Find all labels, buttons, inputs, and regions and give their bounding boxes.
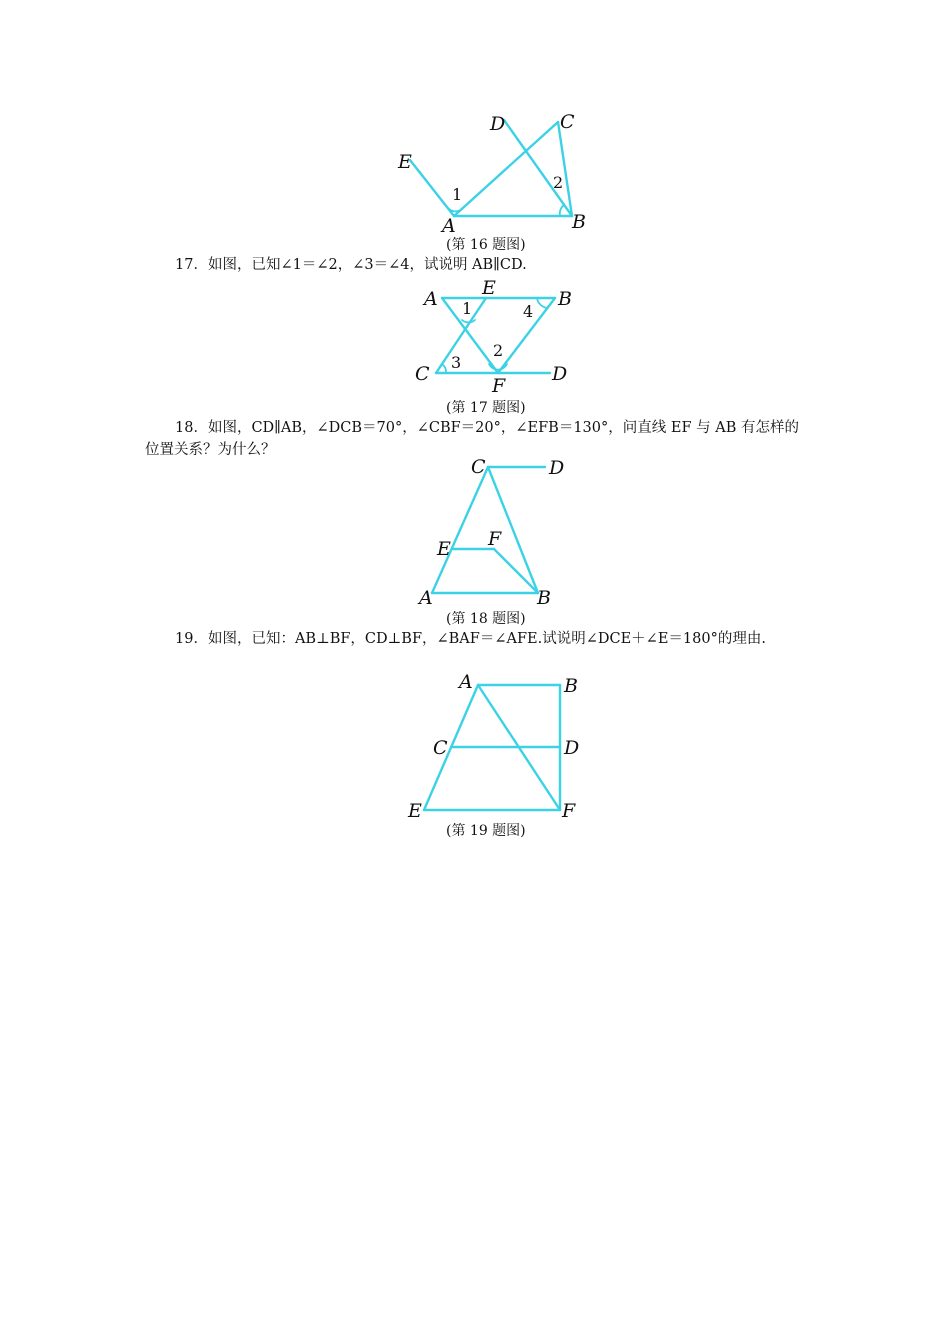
point-label-a: A bbox=[419, 587, 433, 609]
angle-label-2: 2 bbox=[493, 341, 504, 360]
segment-ac bbox=[454, 122, 558, 216]
segment-fb bbox=[494, 549, 538, 593]
angle-label-4: 4 bbox=[523, 302, 534, 321]
angle-label-3: 3 bbox=[451, 353, 462, 372]
point-label-b: B bbox=[537, 587, 551, 609]
angle-3-arc bbox=[442, 364, 446, 373]
point-label-f: F bbox=[492, 375, 506, 397]
problem-19-text: 19．如图，已知：AB⊥BF，CD⊥BF，∠BAF＝∠AFE.试说明∠DCE＋∠E＝180°的理由. bbox=[175, 631, 766, 647]
point-label-c: C bbox=[415, 363, 430, 385]
point-label-e: E bbox=[408, 800, 422, 822]
angle-label-1: 1 bbox=[462, 299, 473, 318]
point-label-f: F bbox=[488, 528, 502, 550]
point-label-c: C bbox=[433, 737, 448, 759]
angle-label-2: 2 bbox=[553, 173, 564, 192]
figure-17-caption: (第 17 题图) bbox=[446, 400, 526, 416]
figure-18 bbox=[410, 455, 580, 610]
point-label-d: D bbox=[552, 363, 568, 385]
point-label-b: B bbox=[564, 675, 578, 697]
segment-db bbox=[504, 120, 572, 216]
figure-19 bbox=[400, 670, 590, 820]
point-label-c: C bbox=[471, 456, 486, 478]
segment-cb bbox=[558, 122, 572, 216]
point-label-f: F bbox=[562, 800, 576, 822]
point-label-a: A bbox=[442, 215, 456, 237]
problem-17 bbox=[145, 254, 813, 276]
figure-16-caption: (第 16 题图) bbox=[446, 237, 526, 253]
point-label-e: E bbox=[482, 277, 496, 299]
problem-19 bbox=[145, 628, 813, 650]
point-label-d: D bbox=[490, 113, 506, 135]
point-label-a: A bbox=[459, 671, 473, 693]
figure-19-caption: (第 19 题图) bbox=[446, 823, 526, 839]
problem-17-text: 17．如图，已知∠1＝∠2，∠3＝∠4，试说明 AB∥CD. bbox=[175, 257, 527, 273]
point-label-a: A bbox=[424, 288, 438, 310]
angle-1-arc bbox=[462, 320, 475, 322]
segment-ca bbox=[432, 467, 488, 593]
point-label-e: E bbox=[437, 538, 451, 560]
angle-label-1: 1 bbox=[452, 185, 463, 204]
problem-18-text: 18．如图，CD∥AB，∠DCB＝70°，∠CBF＝20°，∠EFB＝130°，问直线 EF 与 AB 有怎样的位置关系？为什么？ bbox=[145, 420, 799, 458]
point-label-b: B bbox=[558, 288, 572, 310]
figure-16 bbox=[380, 100, 620, 240]
figure-18-caption: (第 18 题图) bbox=[446, 611, 526, 627]
point-label-d: D bbox=[564, 737, 580, 759]
angle-4-arc bbox=[537, 298, 547, 308]
figure-17 bbox=[400, 277, 600, 400]
angle-2-arc bbox=[560, 205, 564, 216]
point-label-d: D bbox=[549, 457, 565, 479]
point-label-e: E bbox=[398, 151, 412, 173]
point-label-c: C bbox=[560, 111, 575, 133]
point-label-b: B bbox=[572, 211, 586, 233]
